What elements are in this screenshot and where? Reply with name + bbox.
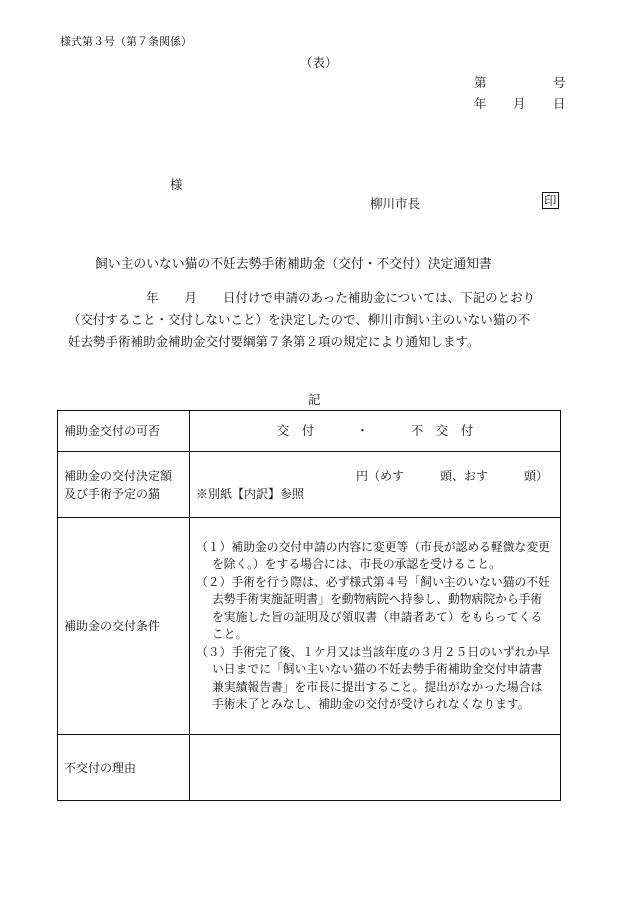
body-year: 年: [146, 290, 159, 305]
grant-amount-label: [58, 452, 190, 518]
addressee-suffix: 様: [170, 177, 183, 192]
date-year: 年: [474, 96, 487, 111]
grant-amount-label-line2: 及び手術予定の猫: [64, 486, 161, 501]
option-separator: ・: [356, 423, 369, 438]
seal-mark: 印: [544, 193, 557, 208]
doc-number-prefix: 第: [474, 75, 487, 90]
date-day: 日: [553, 96, 566, 111]
row-nongrant-reason: [58, 735, 561, 801]
nongrant-reason-label: 不交付の理由: [58, 735, 190, 801]
condition-1: （１）補助金の交付申請の内容に変更等（市長が認める軽微な変更を除く。）をする場合には、市長の承認を受けること。: [196, 539, 550, 571]
body-month: 月: [184, 290, 198, 305]
nongrant-option: 不 交 付: [410, 423, 474, 438]
condition-3: （３）手術完了後、１ケ月又は当該年度の３月２５日のいずれか早い日までに「飼い主いない猫の不妊去勢手術補助金交付申請書兼実績報告書」を市長に提出すること。提出がなかった場合は手術未了とみなし、補助金の交付が受けられなくなります。: [196, 644, 550, 711]
breakdown-note: ※別紙【内訳】参照: [196, 486, 305, 501]
grant-amount-label-line1: 補助金の交付決定額: [64, 468, 173, 483]
body-paragraph: [68, 287, 568, 353]
issuer-name: 柳川市長: [370, 196, 421, 211]
side-label: （表）: [300, 55, 338, 70]
body-line-1-rest: 日付けで申請のあった補助金については、下記のとおり: [223, 290, 536, 305]
amount-line: 円（めす 頭、おす 頭）: [355, 468, 548, 483]
decision-table: [57, 410, 561, 801]
grant-decision-value: [190, 411, 561, 452]
grant-decision-label: 補助金交付の可否: [58, 411, 190, 452]
body-line-2: （交付すること・交付しないこと）を決定したので、柳川市飼い主のいない猫の不: [68, 312, 531, 327]
grant-amount-value: [190, 452, 561, 518]
date-month: 月: [513, 96, 526, 111]
grant-conditions-value: [190, 518, 561, 735]
grant-conditions-label: 補助金の交付条件: [58, 518, 190, 735]
ki-heading: 記: [308, 392, 321, 407]
row-grant-conditions: [58, 518, 561, 735]
doc-number-suffix: 号: [553, 75, 566, 90]
row-grant-decision: [58, 411, 561, 452]
body-line-1: [68, 287, 568, 309]
grant-option: 交 付: [276, 423, 315, 438]
row-grant-amount: [58, 452, 561, 518]
body-line-3: 妊去勢手術補助金補助金交付要綱第７条第２項の規定により通知します。: [68, 334, 480, 349]
document-title: 飼い主のいない猫の不妊去勢手術補助金（交付・不交付）決定通知書: [95, 257, 492, 272]
nongrant-reason-value: [190, 735, 561, 801]
form-reference: 様式第３号（第７条関係）: [60, 35, 192, 48]
condition-2: （２）手術を行う際は、必ず様式第４号「飼い主のいない猫の不妊去勢手術実施証明書」を動物病院へ持参し、動物病院から手術を実施した旨の証明及び領収書（申請者あて）をもらってくること。: [196, 574, 550, 641]
